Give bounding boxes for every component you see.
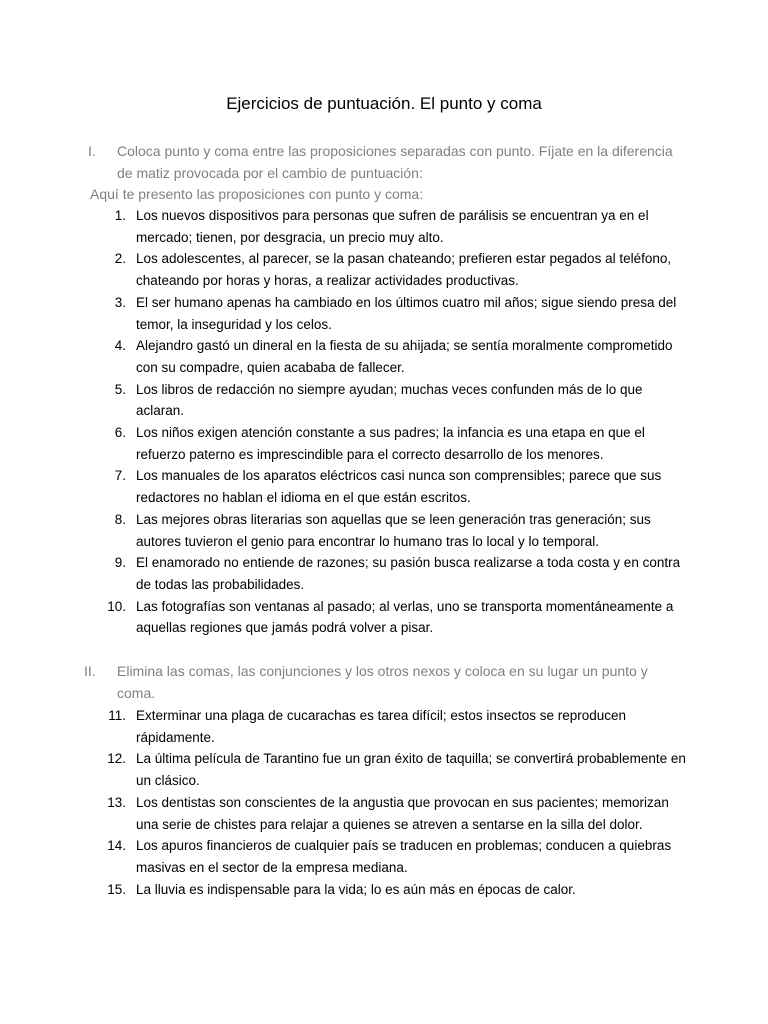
list-item-text: Las fotografías son ventanas al pasado; al verlas, uno se transporta momentáneamente a aquellas regiones que jamás podrá volver a pisar. bbox=[136, 598, 674, 636]
list-item bbox=[0, 509, 768, 552]
list-item bbox=[0, 335, 768, 378]
list-item-text: Los nuevos dispositivos para personas que sufren de parálisis se encuentran ya en el mercado; tienen, por desgracia, un precio muy alto. bbox=[136, 208, 649, 245]
list-item-text: Las mejores obras literarias son aquellas que se leen generación tras generación; sus autores tuvieron el genio para encontrar lo humano tras lo local y lo temporal. bbox=[136, 511, 651, 549]
section-1-numeral: I. bbox=[88, 143, 96, 159]
section-1-intro: Aquí te presento las proposiciones con punto y coma: bbox=[90, 186, 424, 202]
list-item-text: El enamorado no entiende de razones; su pasión busca realizarse a toda costa y en contra de todas las probabilidades. bbox=[136, 555, 681, 592]
list-item bbox=[0, 205, 768, 248]
list-item bbox=[0, 792, 768, 835]
list-item-number: 7. bbox=[114, 468, 126, 484]
section-1-instruction: Coloca punto y coma entre las proposiciones separadas con punto. Fíjate en la diferencia de matiz provocada por el cambio de puntuación: bbox=[117, 143, 673, 181]
list-item-number: 15. bbox=[107, 881, 126, 897]
list-item-text: Los libros de redacción no siempre ayudan; muchas veces confunden más de lo que aclaran. bbox=[136, 381, 643, 419]
list-item-text: La lluvia es indispensable para la vida; lo es aún más en épocas de calor. bbox=[136, 881, 576, 897]
list-item-text: Los niños exigen atención constante a sus padres; la infancia es una etapa en que el refuerzo paterno es imprescindible para el correcto desarrollo de los menores. bbox=[136, 425, 645, 462]
list-item-text: Los manuales de los aparatos eléctricos casi nunca son comprensibles; parece que sus redactores no hablan el idioma en el que están escritos. bbox=[136, 468, 662, 506]
list-item-number: 12. bbox=[107, 751, 126, 767]
list-item-number: 5. bbox=[114, 381, 126, 397]
list-item-number: 8. bbox=[114, 511, 126, 527]
section-2-list bbox=[0, 705, 768, 900]
list-item bbox=[0, 596, 768, 639]
list-item bbox=[0, 748, 768, 791]
list-item bbox=[0, 835, 768, 878]
list-item-text: El ser humano apenas ha cambiado en los últimos cuatro mil años; sigue siendo presa del temor, la inseguridad y los celos. bbox=[136, 294, 677, 332]
list-item bbox=[0, 552, 768, 595]
list-item-text: Exterminar una plaga de cucarachas es tarea difícil; estos insectos se reproducen rápidamente. bbox=[136, 708, 627, 745]
list-item-text: Los adolescentes, al parecer, se la pasan chateando; prefieren estar pegados al teléfono, chateando por horas y horas, a realizar actividades productivas. bbox=[136, 251, 672, 289]
list-item bbox=[0, 379, 768, 422]
list-item-number: 13. bbox=[107, 794, 126, 810]
section-1-list bbox=[0, 205, 768, 639]
section-2-instruction: Elimina las comas, las conjunciones y los otros nexos y coloca en su lugar un punto y coma. bbox=[117, 663, 648, 701]
list-item-text: Alejandro gastó un dineral en la fiesta de su ahijada; se sentía moralmente comprometido con su compadre, quien acababa de fallecer. bbox=[136, 338, 673, 375]
list-item bbox=[0, 422, 768, 465]
section-1-heading bbox=[0, 140, 768, 184]
list-item-text: La última película de Tarantino fue un gran éxito de taquilla; se convertirá probablemente en un clásico. bbox=[136, 751, 686, 789]
list-item-number: 1. bbox=[114, 208, 126, 223]
list-item-text: Los apuros financieros de cualquier país se traducen en problemas; conducen a quiebras masivas en el sector de la empresa mediana. bbox=[136, 838, 672, 875]
document-title: Ejercicios de puntuación. El punto y coma bbox=[226, 94, 542, 113]
list-item-number: 6. bbox=[114, 425, 126, 441]
list-item-number: 14. bbox=[107, 838, 126, 854]
list-item-text: Los dentistas son conscientes de la angustia que provocan en sus pacientes; memorizan una serie de chistes para relajar a quienes se atreven a sentarse en la silla del dolor. bbox=[136, 794, 669, 832]
list-item bbox=[0, 465, 768, 508]
section-2-heading bbox=[0, 660, 768, 704]
list-item-number: 9. bbox=[114, 555, 126, 571]
list-item-number: 11. bbox=[108, 708, 126, 723]
list-item-number: 10. bbox=[107, 598, 126, 614]
list-item-number: 3. bbox=[114, 294, 126, 310]
list-item bbox=[0, 879, 768, 901]
list-item bbox=[0, 705, 768, 748]
section-2-numeral: II. bbox=[84, 663, 96, 679]
list-item-number: 2. bbox=[114, 251, 126, 267]
list-item bbox=[0, 292, 768, 335]
list-item bbox=[0, 248, 768, 291]
list-item-number: 4. bbox=[114, 338, 126, 354]
